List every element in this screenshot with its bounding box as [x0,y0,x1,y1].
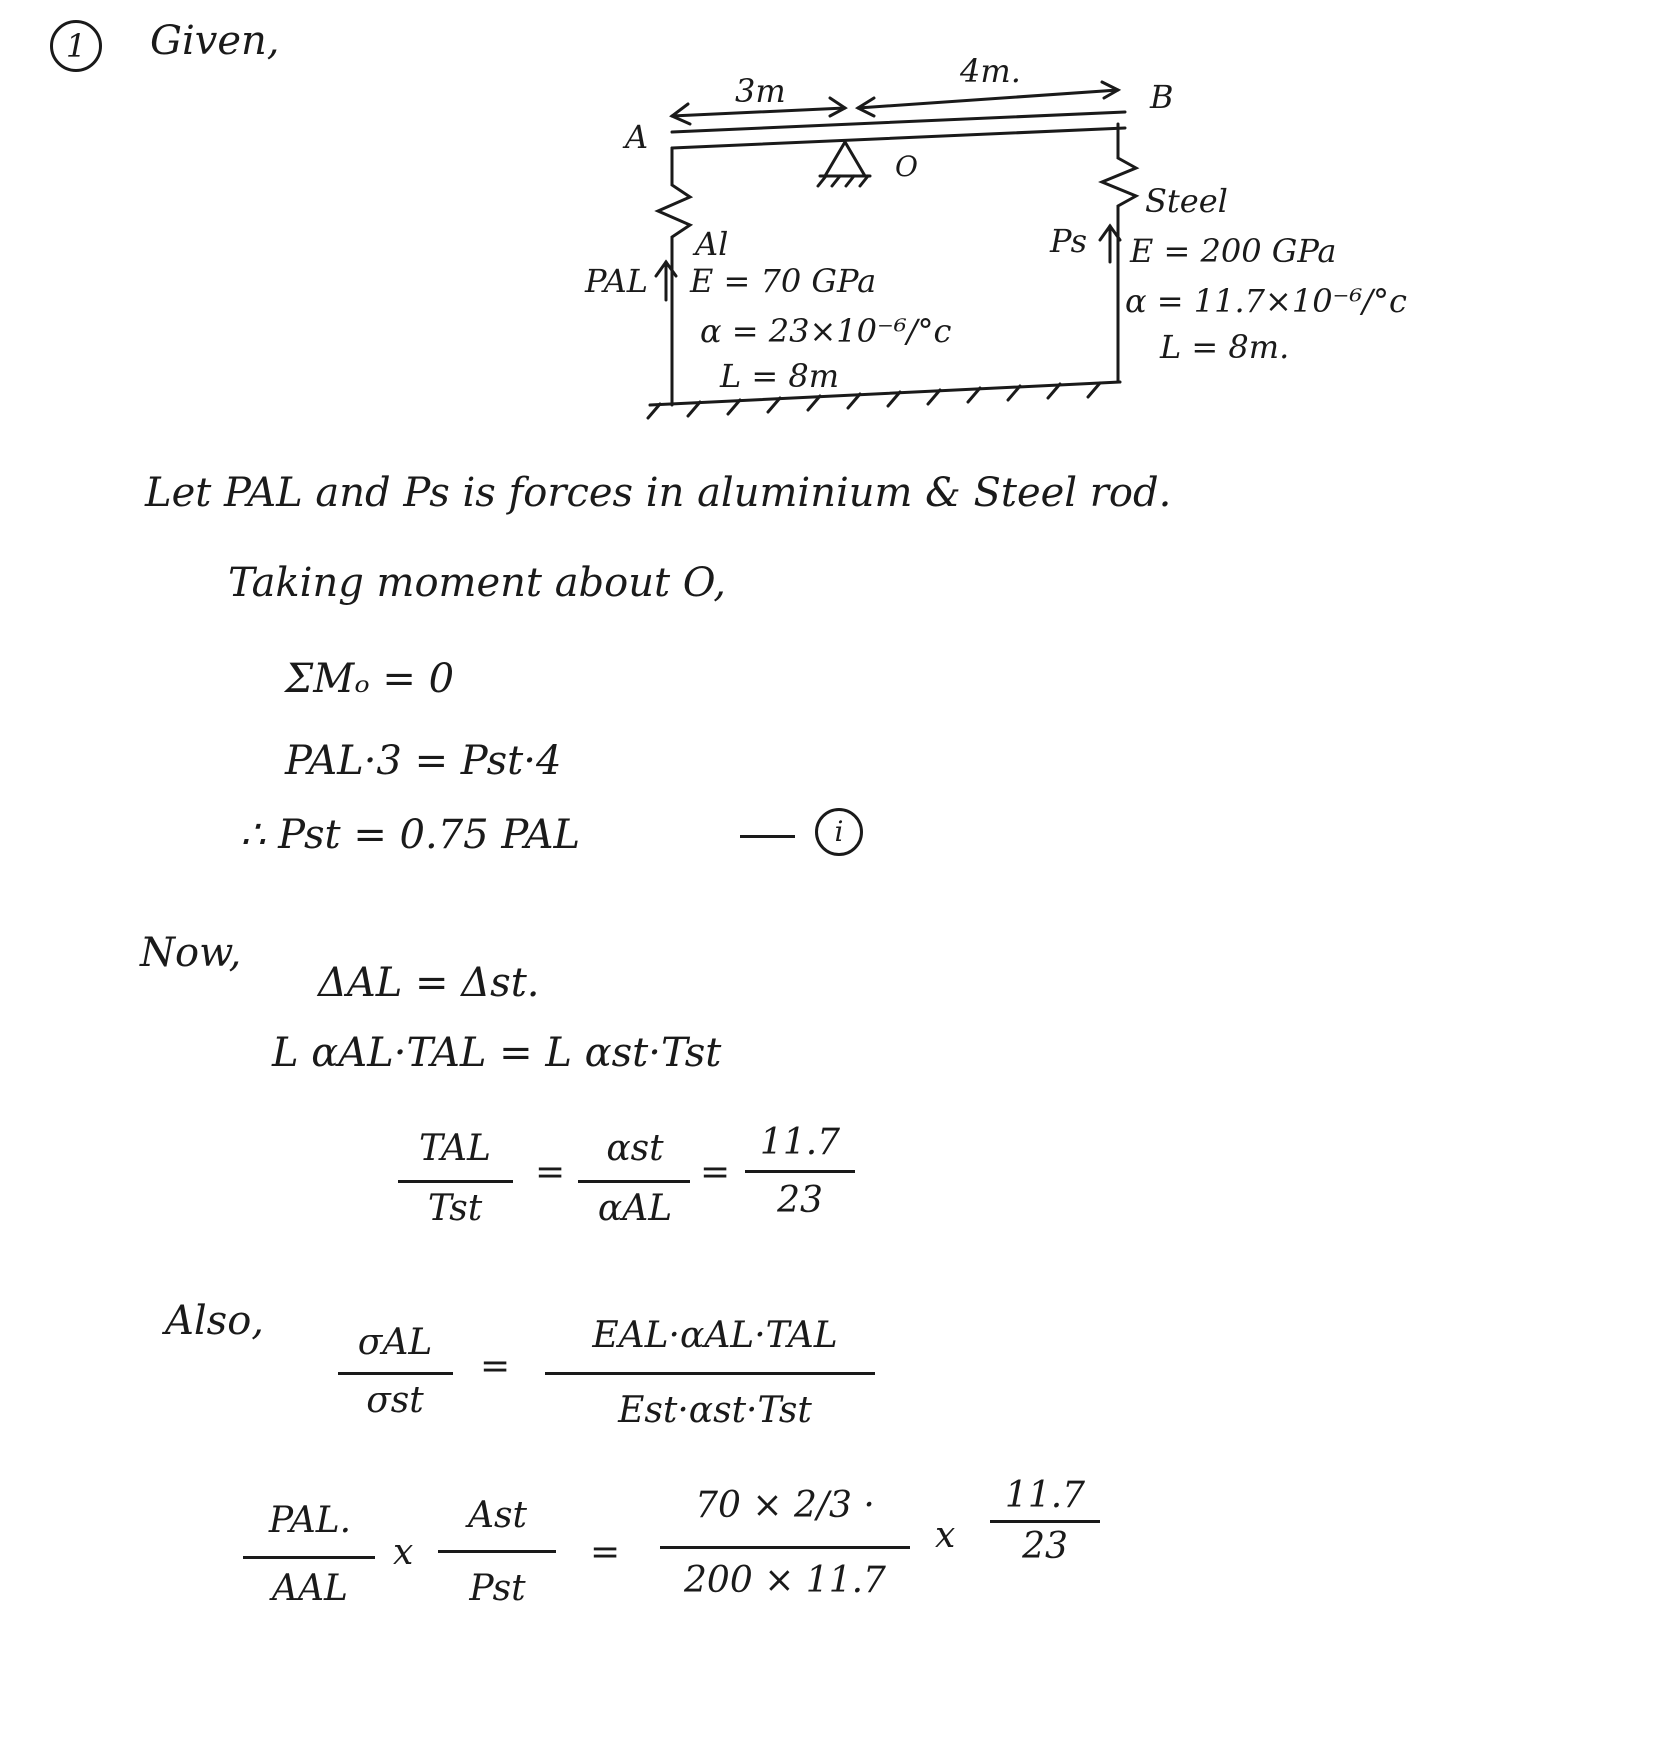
also-frac1-den: σst [366,1380,424,1421]
also-frac5-num: 70 × 2/3 · [695,1485,875,1526]
also-label: Also, [165,1298,265,1344]
force-steel-label: Ps [1050,222,1088,260]
steel-prop-length: L = 8m. [1160,328,1290,366]
also-frac4-bar [438,1550,556,1553]
also-times1: x [393,1532,414,1573]
point-a-label: A [625,118,649,156]
steel-prop-e: E = 200 GPa [1130,232,1337,270]
dim-left-label: 3m [735,72,786,110]
rod-diagram [0,0,1654,470]
pivot-o-label: O [895,150,918,183]
also-frac1-num: σAL [357,1322,433,1363]
dim-line-right [858,90,1118,108]
given-label: Given, [150,18,280,64]
eq3-tag: i [834,815,844,848]
also-frac-eq1: = [480,1346,511,1387]
also-frac1-bar [338,1372,453,1375]
also-frac6-den: 23 [1022,1526,1068,1567]
now-frac2-den: αAL [597,1188,673,1229]
now-label: Now, [140,930,242,976]
also-frac5-den: 200 × 11.7 [684,1560,886,1601]
also-frac3-num: PAL. [268,1500,352,1541]
rigid-bar-top [672,112,1125,132]
pivot-support-icon [825,142,865,176]
also-frac6-bar [990,1520,1100,1523]
al-prop-length: L = 8m [720,357,840,395]
steel-prop-name: Steel [1145,182,1228,220]
steel-prop-alpha: α = 11.7×10⁻⁶/°c [1125,282,1407,320]
moment-eq1: ΣMₒ = 0 [285,656,455,702]
now-frac1-num: TAL [419,1128,491,1169]
also-frac3-den: AAL [272,1568,348,1609]
also-frac5-bar [660,1546,910,1549]
now-frac3-bar [745,1170,855,1173]
now-frac3-num: 11.7 [759,1122,841,1163]
point-b-label: B [1150,78,1174,116]
moment-intro: Taking moment about O, [228,560,726,606]
also-frac3-bar [243,1556,375,1559]
now-eq2: L αAL·TAL = L αst·Tst [272,1030,722,1076]
now-frac2-bar [578,1180,690,1183]
now-frac1-den: Tst [427,1188,483,1229]
problem-number: 1 [65,27,87,65]
al-prop-name: Al [695,225,729,263]
now-frac2-num: αst [606,1128,664,1169]
also-frac4-num: Ast [468,1495,527,1536]
also-frac2-den: Est·αst·Tst [618,1390,812,1431]
eq3-tag-circle [815,808,863,856]
rigid-bar-bottom [672,128,1125,148]
also-frac4-den: Pst [469,1568,526,1609]
dim-right-label: 4m. [960,52,1021,90]
moment-eq3: ∴ Pst = 0.75 PAL [240,812,581,858]
now-frac-eq2: = [700,1152,731,1193]
now-eq1: ΔAL = Δst. [318,960,540,1006]
now-frac-eq1: = [535,1152,566,1193]
also-frac6-num: 11.7 [1004,1475,1086,1516]
now-frac3-den: 23 [777,1180,823,1221]
now-frac1-bar [398,1180,513,1183]
eq3-dash [740,835,795,838]
also-frac2-bar [545,1372,875,1375]
force-al-label: PAL [585,262,648,300]
forces-statement: Let PAL and Ps is forces in aluminium & Steel rod. [145,470,1172,516]
also-times2: x [935,1515,956,1556]
moment-eq2: PAL·3 = Pst·4 [285,738,562,784]
also-frac2-num: EAL·αAL·TAL [592,1315,838,1356]
also-frac-eq2: = [590,1532,621,1573]
al-prop-e: E = 70 GPa [690,262,877,300]
al-rod-spring [658,148,690,405]
al-prop-alpha: α = 23×10⁻⁶/°c [700,312,952,350]
